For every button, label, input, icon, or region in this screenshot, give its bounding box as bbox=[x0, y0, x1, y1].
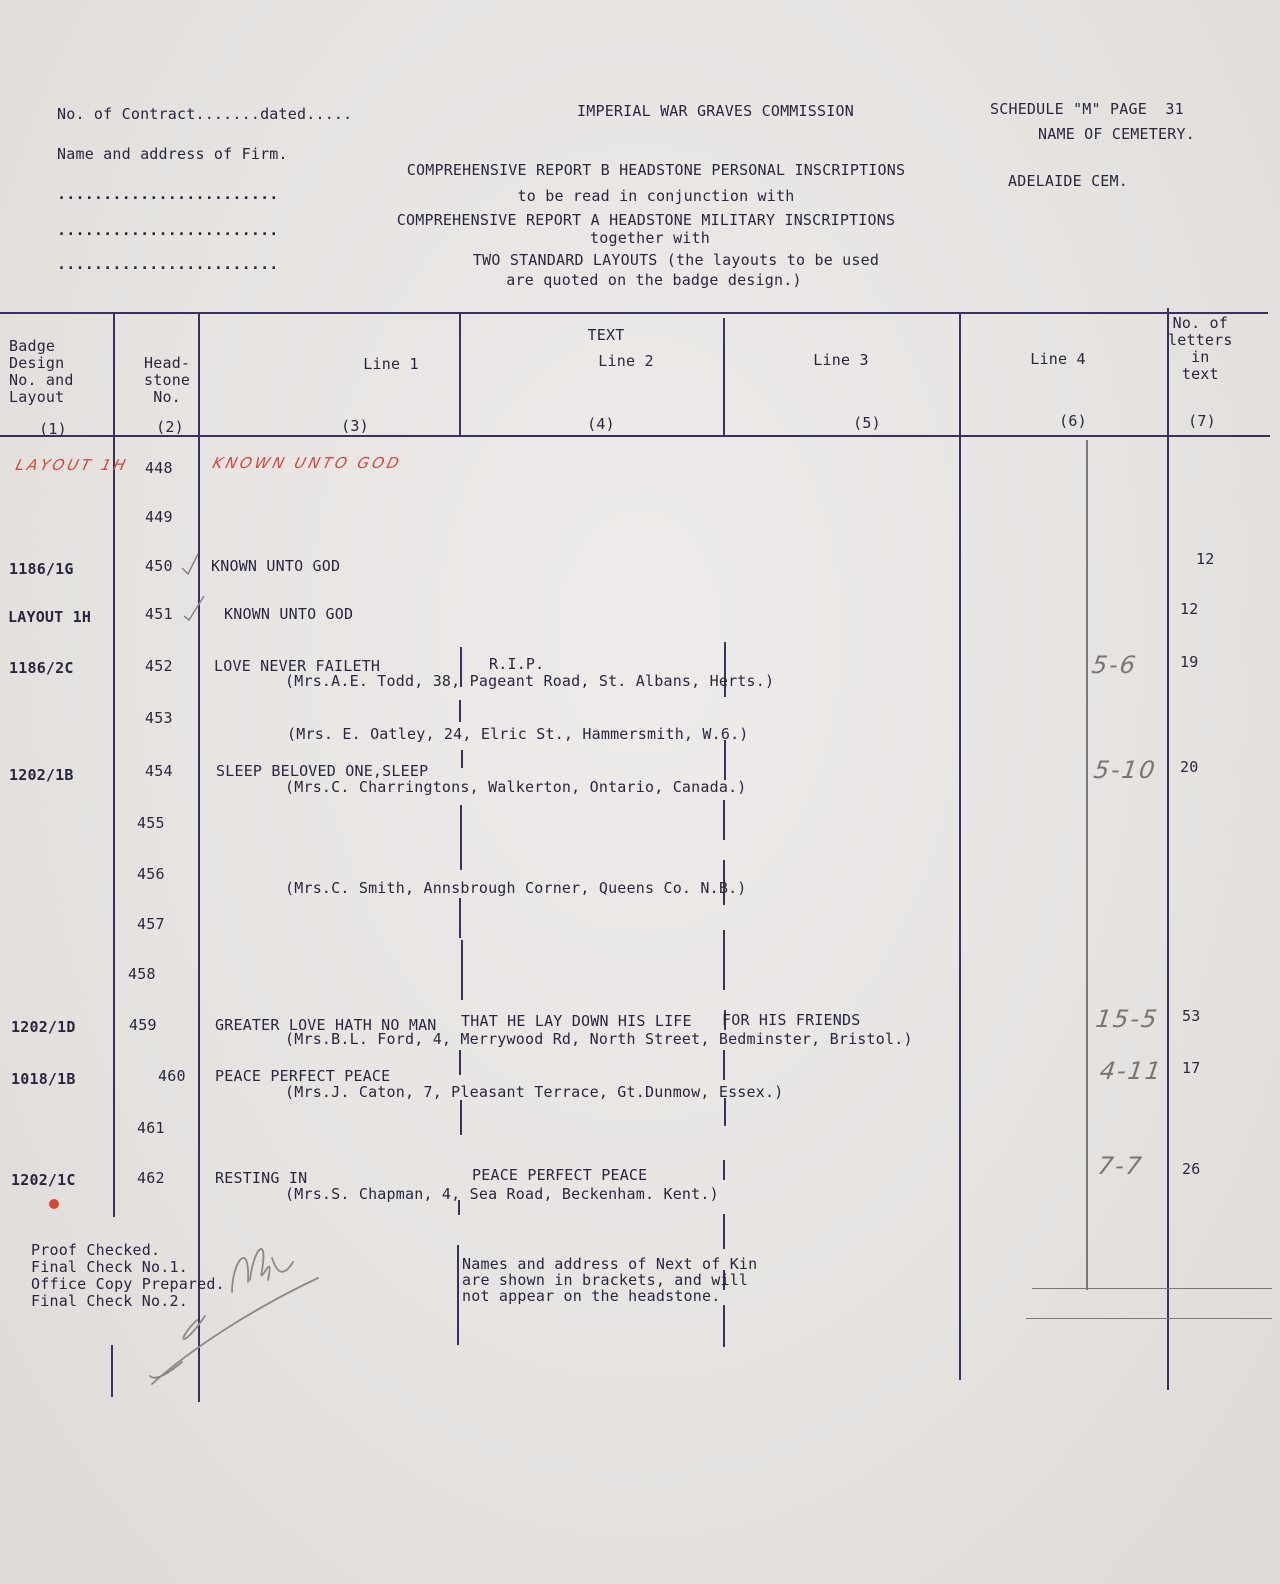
stone-462: 462 bbox=[137, 1169, 165, 1187]
count-450: 12 bbox=[1196, 550, 1215, 568]
count-459: 53 bbox=[1182, 1007, 1201, 1025]
kin-454: (Mrs.C. Charringtons, Walkerton, Ontario, Canada.) bbox=[285, 778, 747, 796]
col-header-line3: Line 3 bbox=[813, 351, 869, 369]
line1-451: KNOWN UNTO GOD bbox=[224, 605, 354, 623]
col-num-7: (7) bbox=[1188, 412, 1216, 430]
pencil-452: 5-6 bbox=[1090, 651, 1140, 679]
kin-453: (Mrs. E. Oatley, 24, Elric St., Hammersmith, W.6.) bbox=[287, 725, 749, 743]
col-header-line1: Line 1 bbox=[363, 355, 419, 373]
stone-450: 450 bbox=[145, 557, 173, 575]
line1-450: KNOWN UNTO GOD bbox=[211, 557, 341, 575]
cemetery-name: ADELAIDE CEM. bbox=[1008, 172, 1128, 190]
line2-462: PEACE PERFECT PEACE bbox=[472, 1166, 648, 1184]
col-header-headstone: Head- stone No. bbox=[144, 354, 191, 406]
firm-line-3: ........................ bbox=[57, 255, 279, 273]
pencil-460: 4-11 bbox=[1098, 1057, 1165, 1085]
stone-453: 453 bbox=[145, 709, 173, 727]
stone-461: 461 bbox=[137, 1119, 165, 1137]
col-num-5: (5) bbox=[853, 414, 881, 432]
badge-450: 1186/1G bbox=[9, 560, 74, 578]
stone-459: 459 bbox=[129, 1016, 157, 1034]
badge-459: 1202/1D bbox=[11, 1018, 76, 1036]
col-num-1: (1) bbox=[39, 420, 67, 438]
stone-460: 460 bbox=[158, 1067, 186, 1085]
col-num-2: (2) bbox=[156, 418, 184, 436]
col-header-letters: No. of letters in text bbox=[1168, 314, 1233, 383]
line1-462: RESTING IN bbox=[215, 1169, 308, 1187]
pencil-454: 5-10 bbox=[1092, 756, 1159, 784]
line3-459: FOR HIS FRIENDS bbox=[722, 1011, 861, 1029]
kin-note: Names and address of Next of Kin are shown in brackets, and will not appear on the headstone. bbox=[462, 1255, 758, 1305]
col-header-badge: Badge Design No. and Layout bbox=[9, 337, 74, 406]
red-dot-icon bbox=[49, 1199, 59, 1209]
final-check-2: Final Check No.2. bbox=[31, 1292, 188, 1310]
office-copy: Office Copy Prepared. bbox=[31, 1275, 225, 1293]
stone-456: 456 bbox=[137, 865, 165, 883]
line1-459: GREATER LOVE HATH NO MAN bbox=[215, 1016, 437, 1034]
badge-462: 1202/1C bbox=[11, 1171, 76, 1189]
count-451: 12 bbox=[1180, 600, 1199, 618]
final-check-1: Final Check No.1. bbox=[31, 1258, 188, 1276]
col-num-6: (6) bbox=[1059, 412, 1087, 430]
pencil-462: 7-7 bbox=[1096, 1152, 1146, 1180]
stone-451: 451 bbox=[145, 605, 173, 623]
count-452: 19 bbox=[1180, 653, 1199, 671]
stone-449: 449 bbox=[145, 508, 173, 526]
col-header-line2: Line 2 bbox=[598, 352, 654, 370]
badge-460: 1018/1B bbox=[11, 1070, 76, 1088]
pencil-459: 15-5 bbox=[1094, 1005, 1161, 1033]
firm-line-2: ........................ bbox=[57, 221, 279, 239]
kin-456: (Mrs.C. Smith, Annsbrough Corner, Queens Co. N.B.) bbox=[285, 879, 747, 897]
stone-454: 454 bbox=[145, 762, 173, 780]
stone-455: 455 bbox=[137, 814, 165, 832]
badge-451: LAYOUT 1H bbox=[8, 608, 92, 626]
firm-line-1: ........................ bbox=[57, 185, 279, 203]
conjunction-text: to be read in conjunction with bbox=[517, 187, 795, 205]
badge-452: 1186/2C bbox=[9, 659, 74, 677]
col-header-text: TEXT bbox=[587, 326, 625, 344]
contract-field: No. of Contract.......dated..... bbox=[57, 105, 353, 123]
col-header-line4: Line 4 bbox=[1030, 350, 1086, 368]
report-b-title: COMPREHENSIVE REPORT B HEADSTONE PERSONAL INSCRIPTIONS bbox=[406, 161, 906, 179]
stone-448: 448 bbox=[145, 459, 173, 477]
badge-448: LAYOUT 1H bbox=[13, 456, 131, 474]
kin-462: (Mrs.S. Chapman, 4, Sea Road, Beckenham. Kent.) bbox=[285, 1185, 719, 1203]
kin-452: (Mrs.A.E. Todd, 38, Pageant Road, St. Albans, Herts.) bbox=[285, 672, 775, 690]
stone-457: 457 bbox=[137, 915, 165, 933]
proof-checked: Proof Checked. bbox=[31, 1241, 161, 1259]
count-462: 26 bbox=[1182, 1160, 1201, 1178]
stone-452: 452 bbox=[145, 657, 173, 675]
count-460: 17 bbox=[1182, 1059, 1201, 1077]
count-454: 20 bbox=[1180, 758, 1199, 776]
stone-458: 458 bbox=[128, 965, 156, 983]
kin-460: (Mrs.J. Caton, 7, Pleasant Terrace, Gt.Dunmow, Essex.) bbox=[285, 1083, 784, 1101]
badge-454: 1202/1B bbox=[9, 766, 74, 784]
line2-452: R.I.P. bbox=[489, 655, 545, 673]
col-num-4: (4) bbox=[587, 415, 615, 433]
kin-459: (Mrs.B.L. Ford, 4, Merrywood Rd, North Street, Bedminster, Bristol.) bbox=[285, 1030, 913, 1048]
line2-459: THAT HE LAY DOWN HIS LIFE bbox=[461, 1012, 692, 1030]
line1-452: LOVE NEVER FAILETH bbox=[214, 657, 381, 675]
firm-label: Name and address of Firm. bbox=[57, 145, 288, 163]
commission-title: IMPERIAL WAR GRAVES COMMISSION bbox=[577, 102, 854, 120]
col-num-3: (3) bbox=[341, 417, 369, 435]
layouts-text-2: are quoted on the badge design.) bbox=[506, 271, 802, 289]
line1-448: KNOWN UNTO GOD bbox=[210, 454, 404, 472]
check-mark-icon bbox=[182, 554, 204, 620]
line1-460: PEACE PERFECT PEACE bbox=[215, 1067, 391, 1085]
schedule-label: SCHEDULE "M" PAGE 31 bbox=[990, 100, 1184, 118]
cemetery-label: NAME OF CEMETERY. bbox=[1038, 125, 1195, 143]
together-text: together with bbox=[590, 229, 710, 247]
report-a-title: COMPREHENSIVE REPORT A HEADSTONE MILITARY INSCRIPTIONS bbox=[396, 211, 896, 229]
signature-icon bbox=[150, 1249, 318, 1384]
line1-454: SLEEP BELOVED ONE,SLEEP bbox=[216, 762, 429, 780]
layouts-text-1: TWO STANDARD LAYOUTS (the layouts to be used bbox=[472, 251, 880, 269]
